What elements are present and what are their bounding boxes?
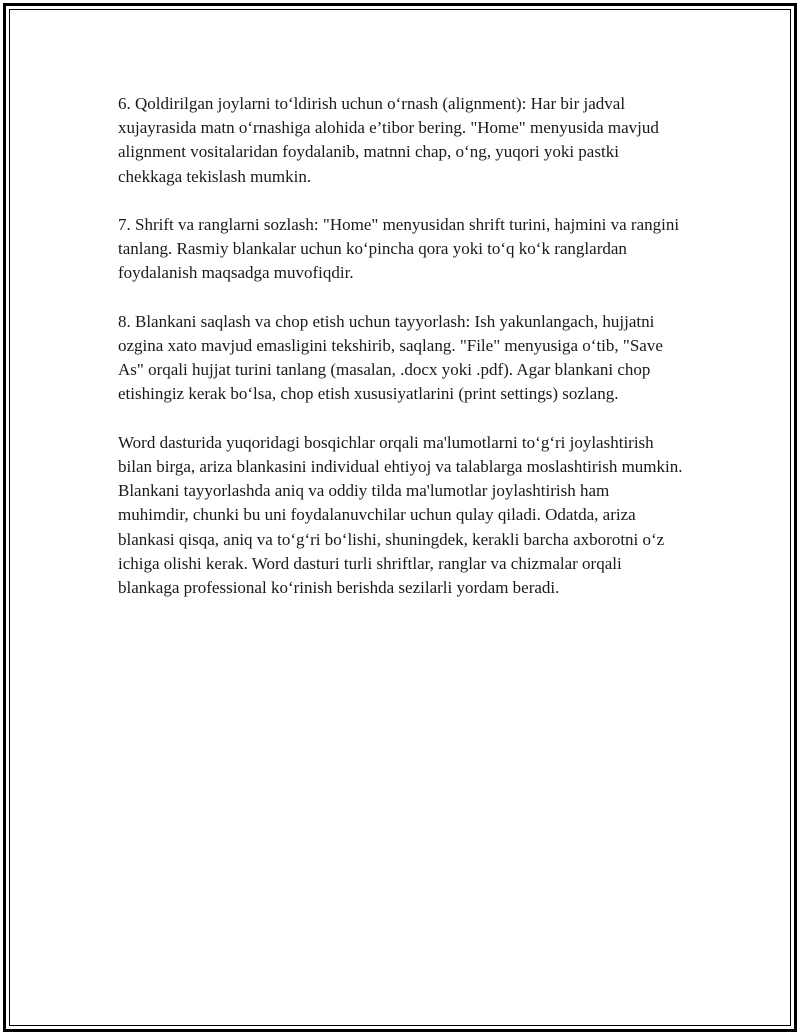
document-body — [118, 92, 684, 624]
paragraph-step-6: 6. Qoldirilgan joylarni to‘ldirish uchun o‘rnash (alignment): Har bir jadval xujayrasida matn o‘rnashiga alohida e’tibor bering. "Home" menyusida mavjud alignment vositalaridan foydalanib, matnni chap, o‘ng, yuqori yoki pastki chekkaga tekislash mumkin. — [118, 94, 659, 186]
paragraph-conclusion: Word dasturida yuqoridagi bosqichlar orqali ma'lumotlarni to‘g‘ri joylashtirish bilan birga, ariza blankasini individual ehtiyoj va talablarga moslashtirish mumkin. Blankani tayyorlashda aniq va oddiy tilda ma'lumotlar joylashtirish ham muhimdir, chunki bu uni foydalanuvchilar uchun qulay qiladi. Odatda, ariza blankasi qisqa, aniq va to‘g‘ri bo‘lishi, shuningdek, kerakli barcha axborotni o‘z ichiga olishi kerak. Word dasturi turli shriftlar, ranglar va chizmalar orqali blankaga professional ko‘rinish berishda sezilarli yordam beradi. — [118, 432, 683, 598]
paragraph-step-8: 8. Blankani saqlash va chop etish uchun tayyorlash: Ish yakunlangach, hujjatni ozgina xato mavjud emasligini tekshirib, saqlang. "File" menyusiga o‘tib, "Save As" orqali hujjat turini tanlang (masalan, .docx yoki .pdf). Agar blankani chop etishingiz kerak bo‘lsa, chop etish xususiyatlarini (print settings) sozlang. — [118, 311, 663, 404]
paragraph-step-7: 7. Shrift va ranglarni sozlash: "Home" menyusidan shrift turini, hajmini va rangini tanlang. Rasmiy blankalar uchun ko‘pincha qora yoki to‘q ko‘k ranglardan foydalanish maqsadga muvofiqdir. — [118, 215, 680, 283]
